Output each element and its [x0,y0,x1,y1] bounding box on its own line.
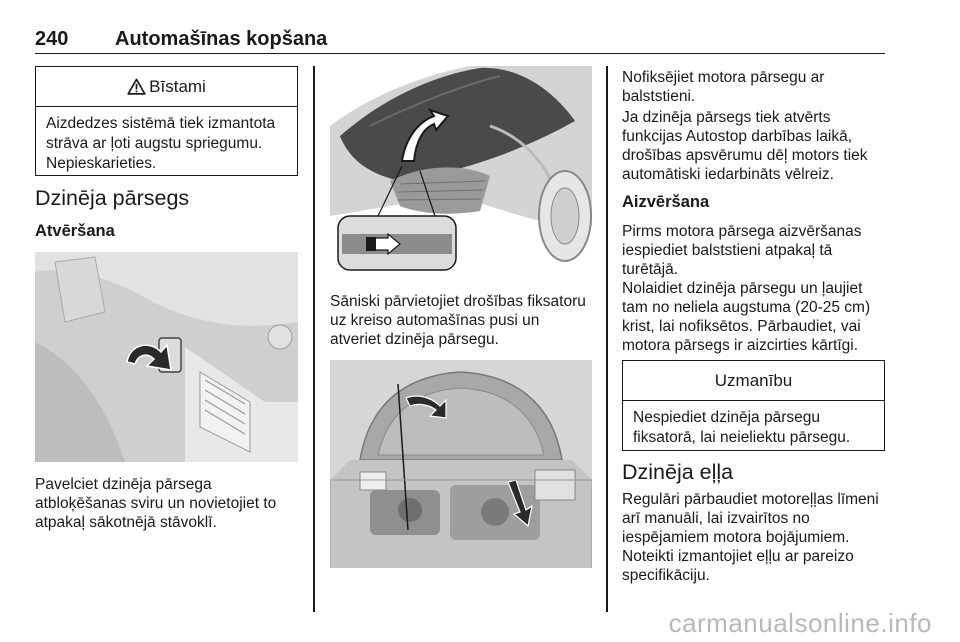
chapter-title: Automašīnas kopšana [115,28,328,50]
closing-heading: Aizvēršana [622,193,710,211]
caution-box [622,360,885,451]
autostop-paragraph: Ja dzinēja pārsegs tiek atvērts funkcijas Autostop darbības laikā, drošības apsvērumu dēļ motors tiek automātiski iedarbināts vēlreiz. [622,109,868,183]
caution-box-header [623,361,884,401]
section-title: Dzinēja pārsegs [35,186,190,210]
danger-box-title: Bīstami [149,76,206,96]
prop-rod-paragraph: Nofiksējiet motora pārsegu ar balststieni. [622,69,825,105]
danger-box-text: Aizdedzes sistēmā tiek izmantota strāva ar ļoti augstu spriegumu. Nepieskarieties. [46,115,276,172]
warning-triangle-icon [127,78,146,95]
caution-box-text: Nespiediet dzinēja pārsegu fiksatorā, lai neieliektu pārsegu. [633,409,851,446]
danger-box-header [36,67,297,107]
caution-box-title: Uzmanību [714,370,793,390]
car-front-latch-illustration [330,66,592,276]
column-divider-left [313,66,315,612]
engine-oil-title: Dzinēja eļļa [622,460,734,484]
release-lever-illustration [35,252,298,462]
opening-heading: Atvēršana [35,222,115,240]
closing-paragraph-2: Nolaidiet dzinēja pārsegu un ļaujiet tam no neliela augstuma (20-25 cm) krist, lai nofiksētos. Pārbaudiet, vai motora pārsegs ir aizcirties kārtīgi. [622,280,871,354]
page-header [35,22,885,54]
watermark: carmanualsonline.info [668,608,932,638]
danger-box [35,66,298,176]
latch-caption: Sāniski pārvietojiet drošības fiksatoru uz kreiso automašīnas pusi un atveriet dzinēja pārsegu. [330,293,586,348]
column-divider-right [606,66,608,612]
page-number: 240 [35,28,69,50]
engine-oil-paragraph: Regulāri pārbaudiet motoreļļas līmeni arī manuāli, lai izvairītos no iespējamiem motora bojājumiem. Noteikti izmantojiet eļļu ar pareizo specifikāciju. [622,491,879,584]
closing-paragraph-1: Pirms motora pārsega aizvēršanas iespiediet balststieni atpakaļ tā turētājā. [622,223,862,278]
engine-bay-illustration [330,360,592,568]
lever-caption: Pavelciet dzinēja pārsega atbloķēšanas sviru un novietojiet to atpakaļ sākotnējā stāvoklī. [35,476,277,531]
